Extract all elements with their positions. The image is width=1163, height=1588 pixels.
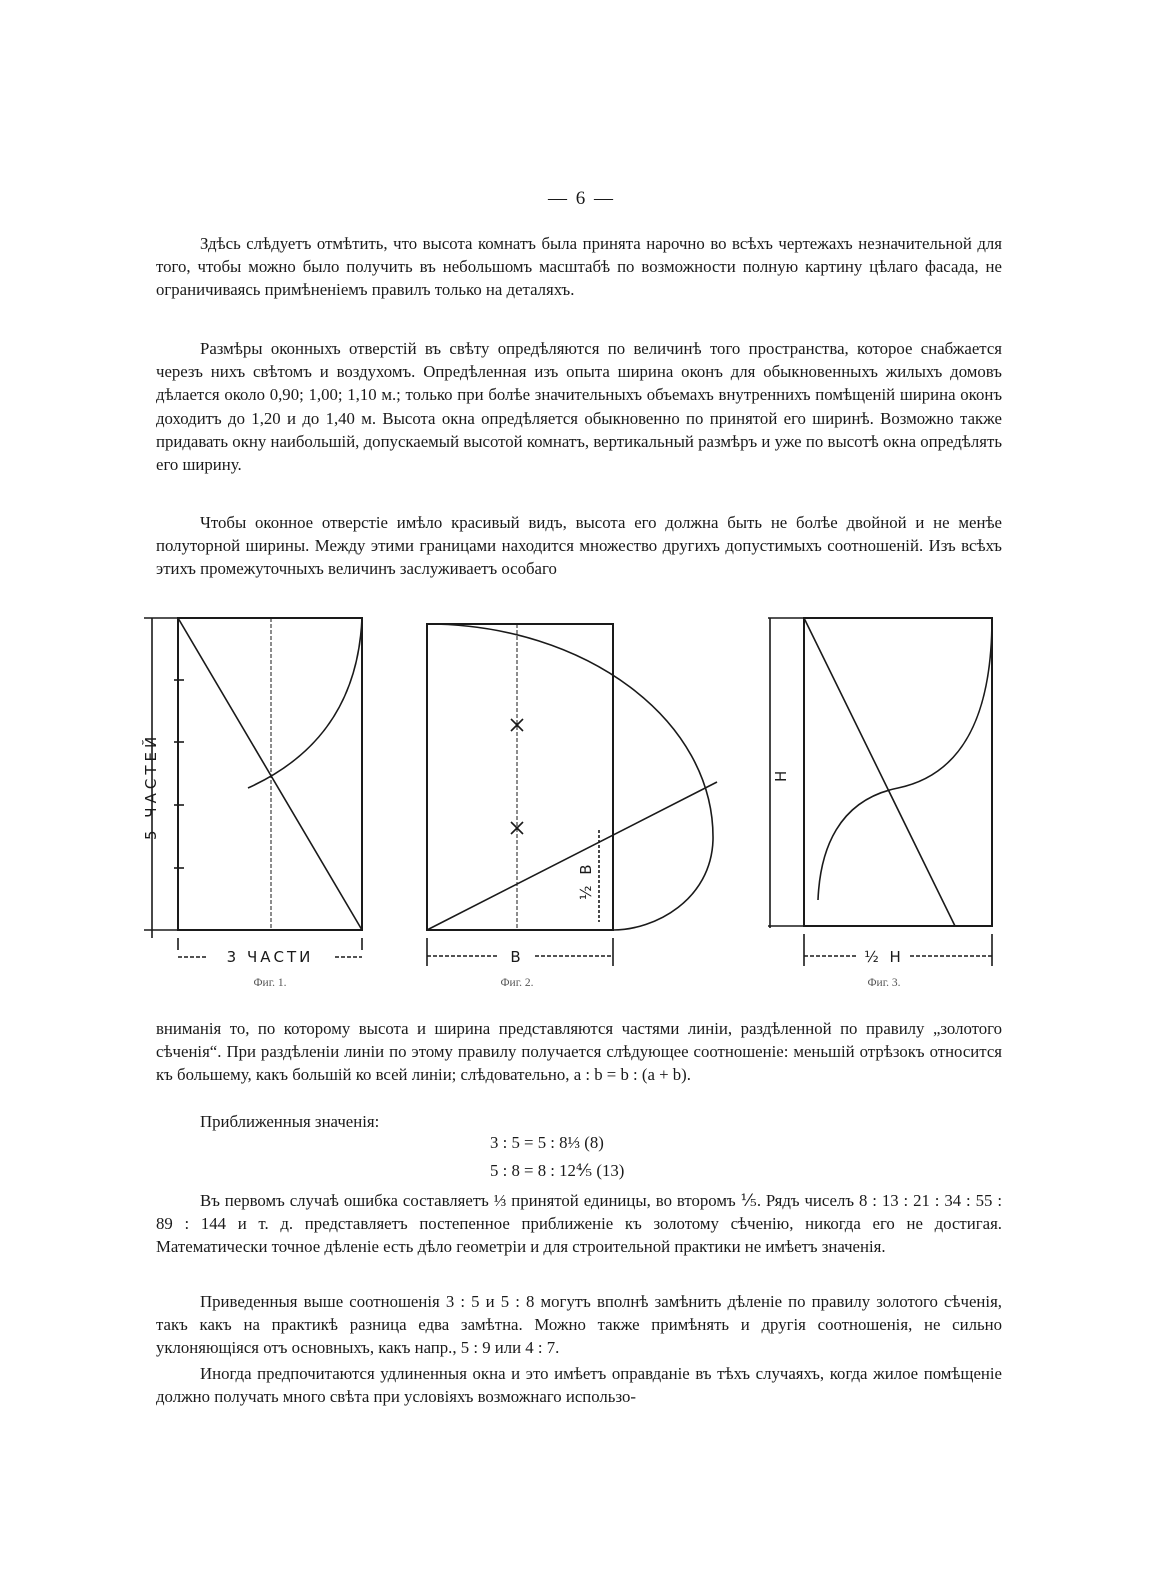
fig1-caption: Фиг. 1.	[253, 977, 287, 989]
fig2-bottom-label: B	[510, 948, 524, 966]
paragraph-error: Въ первомъ случаѣ ошибка составляетъ ⅓ принятой единицы, во второмъ ⅕. Рядъ чиселъ 8 : 13 : 21 : 34 : 55 : 89 : 144 и т. д. представляетъ постепенное приближеніе къ золотому сѣченію, никогда его не достигая. Математически точное дѣленіе есть дѣло геометріи и для строительной практики не имѣетъ значенія.	[156, 1191, 1002, 1257]
paragraph-ratios: Приведенныя выше соотношенія 3 : 5 и 5 : 8 могутъ вполнѣ замѣнить дѣленіе по правилу золотого сѣченія, такъ какъ на практикѣ разница едва замѣтна. Можно также примѣнять и другія соотношенія, не сильно уклоняющіяся отъ основныхъ, какъ напр., 5 : 9 или 4 : 7.	[156, 1292, 1002, 1358]
fig3-bottom-label: ½ H	[864, 948, 904, 966]
paragraph-elongated-windows: Иногда предпочитаются удлиненныя окна и это имѣетъ оправданіе въ тѣхъ случаяхъ, когда жилое помѣщеніе должно получать много свѣта при условіяхъ возможнаго использо-	[156, 1364, 1002, 1407]
paragraph-approx-values: Приближенныя значенія:	[200, 1112, 380, 1131]
paragraph-proportions: Чтобы оконное отверстіе имѣло красивый видъ, высота его должна быть не болѣе двойной и не менѣе полуторной ширины. Между этими границами находится множество другихъ допустимыхъ соотношеній. Изъ всѣхъ этихъ промежуточныхъ величинъ заслуживаетъ особаго	[156, 513, 1002, 579]
fig2-side-label: ½ B	[577, 861, 595, 900]
fig3-caption: Фиг. 3.	[867, 977, 901, 989]
paragraph-intro: Здѣсь слѣдуетъ отмѣтить, что высота комнатъ была принята нарочно во всѣхъ чертежахъ незначительной для того, чтобы можно было получить въ небольшомъ масштабѣ по возможности полную картину цѣлаго фасада, не ограничиваясь примѣненіемъ правилъ только на деталяхъ.	[156, 234, 1002, 300]
paragraph-window-sizes: Размѣры оконныхъ отверстій въ свѣту опредѣляются по величинѣ того пространства, которое снабжается черезъ нихъ свѣтомъ и воздухомъ. Опредѣленная изъ опыта ширина оконъ для обыкновенныхъ жилыхъ домовъ дѣлается около 0,90; 1,00; 1,10 м.; только при болѣе значительныхъ объемахъ внутреннихъ помѣщеній ширина оконъ доходитъ до 1,20 и до 1,40 м. Высота окна опредѣляется обыкновенно по принятой его ширинѣ. Возможно также придавать окну наибольшій, допускаемый высотой комнатъ, вертикальный размѣръ и уже по высотѣ окна опредѣлять его ширину.	[156, 339, 1002, 475]
page-number: — 6 —	[548, 188, 615, 209]
fig1-side-label: 5 ЧАСТЕЙ	[142, 732, 160, 840]
fig1-bottom-label: 3 ЧАСТИ	[226, 948, 314, 966]
figure-2	[405, 600, 735, 1000]
figure-3	[760, 600, 1010, 1000]
figure-1	[130, 600, 390, 1000]
paragraph-golden-section: вниманія то, по которому высота и ширина представляются частями линіи, раздѣленной по правилу „золотого сѣченія“. При раздѣленіи линіи по этому правилу получается слѣдующее соотношеніе: меньшій отрѣзокъ относится къ большему, какъ большій ко всей линіи; слѣдовательно, a : b = b : (a + b).	[156, 1019, 1002, 1085]
formula-3-5: 3 : 5 = 5 : 8⅓ (8)	[490, 1133, 604, 1152]
formula-5-8: 5 : 8 = 8 : 12⅘ (13)	[490, 1161, 625, 1180]
fig2-caption: Фиг. 2.	[500, 977, 534, 989]
fig3-side-label: H	[772, 767, 790, 782]
